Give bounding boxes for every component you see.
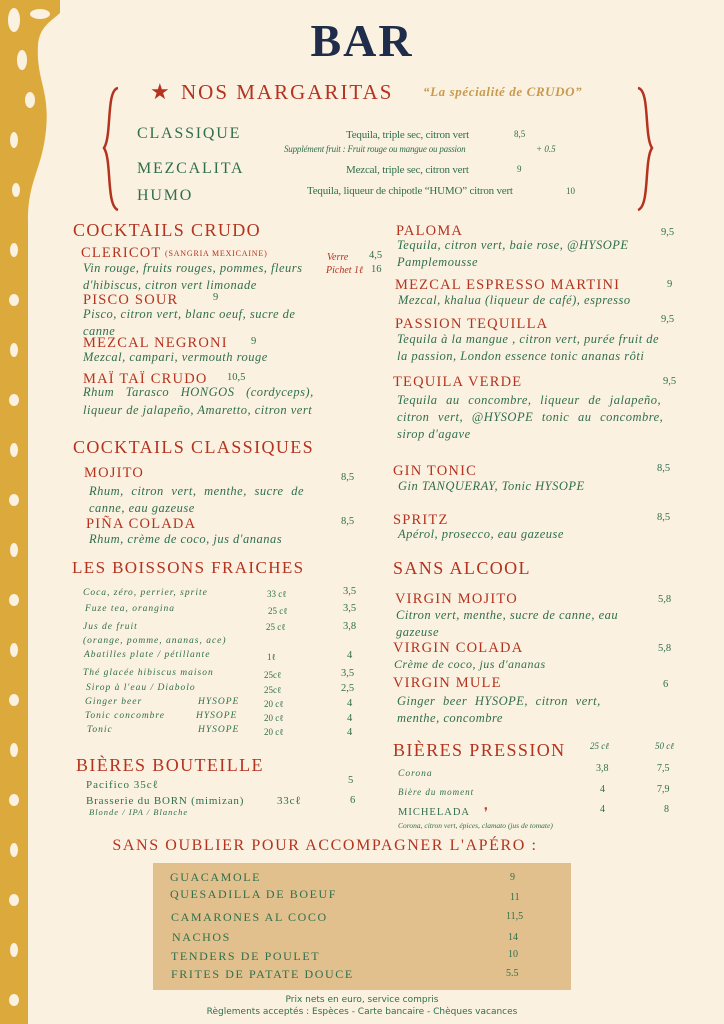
item-desc: Tequila au concombre, liqueur de jalapeño, bbox=[397, 393, 662, 407]
drink-volume: 33 cℓ bbox=[267, 589, 287, 599]
drink-price: 3,8 bbox=[343, 621, 357, 632]
item-price: 6 bbox=[663, 679, 669, 690]
margarita-name: MEZCALITA bbox=[137, 160, 245, 177]
drink-name: Jus de fruit bbox=[83, 622, 138, 632]
beer-name: MICHELADA bbox=[398, 807, 470, 818]
left-brace-icon bbox=[100, 86, 122, 212]
beer-subtitle: Corona, citron vert, épices, clamato (jus de tomate) bbox=[398, 821, 553, 830]
item-name: GIN TONIC bbox=[393, 463, 477, 479]
drink-volume: 20 cℓ bbox=[264, 727, 284, 737]
drink-name: Tonic concombre bbox=[85, 711, 165, 721]
classiques-heading: COCKTAILS CLASSIQUES bbox=[73, 437, 315, 457]
beer-price-50: 7,5 bbox=[657, 763, 670, 774]
drink-price: 3,5 bbox=[343, 586, 357, 597]
item-price: 8,5 bbox=[341, 472, 355, 483]
beer-name: Brasserie du BORN (mimizan) bbox=[86, 795, 245, 807]
item-desc: Mezcal, campari, vermouth rouge bbox=[83, 350, 268, 364]
decorative-border bbox=[0, 0, 60, 1024]
margarita-price: 10 bbox=[566, 186, 575, 196]
beer-volume: 33cℓ bbox=[277, 795, 302, 807]
pression-heading: BIÈRES PRESSION bbox=[393, 740, 566, 760]
beer-name: Bière du moment bbox=[398, 787, 475, 797]
beer-name: Pacifico 35cℓ bbox=[86, 779, 159, 791]
margaritas-heading: NOS MARGARITAS bbox=[181, 80, 394, 104]
footer-prices: Prix nets en euro, service compris bbox=[285, 995, 439, 1005]
supplement-text: Supplément fruit : Fruit rouge ou mangue ou passion bbox=[284, 144, 466, 154]
item-desc: Gin TANQUERAY, Tonic HYSOPE bbox=[398, 479, 585, 493]
item-desc: Tequila, citron vert, baie rose, @HYSOPE bbox=[397, 238, 629, 252]
fraiches-heading: LES BOISSONS FRAICHES bbox=[72, 558, 305, 577]
margarita-price: 9 bbox=[517, 164, 522, 174]
item-desc: Rhum, crème de coco, jus d'ananas bbox=[89, 532, 283, 546]
item-desc: Pisco, citron vert, blanc oeuf, sucre de bbox=[83, 307, 296, 321]
item-name: PALOMA bbox=[396, 223, 464, 239]
drink-price: 4 bbox=[347, 727, 353, 738]
margarita-desc: Mezcal, triple sec, citron vert bbox=[346, 164, 469, 176]
item-name: VIRGIN COLADA bbox=[393, 640, 524, 656]
beer-price: 6 bbox=[350, 795, 356, 806]
item-desc: Rhum Tarasco HONGOS (cordyceps), bbox=[83, 385, 314, 399]
item-desc: Rhum, citron vert, menthe, sucre de bbox=[89, 484, 304, 498]
item-price: 10,5 bbox=[227, 372, 246, 383]
item-desc: gazeuse bbox=[396, 625, 440, 639]
drink-name: Tonic bbox=[87, 725, 113, 735]
apero-heading: SANS OUBLIER POUR ACCOMPAGNER L'APÉRO : bbox=[112, 837, 538, 854]
item-desc: Apérol, prosecco, eau gazeuse bbox=[398, 527, 564, 541]
item-desc: canne bbox=[83, 324, 116, 338]
drink-price: 3,5 bbox=[341, 668, 355, 679]
item-name: MAÏ TAÏ CRUDO bbox=[83, 371, 208, 387]
margaritas-tagline: “La spécialité de CRUDO” bbox=[423, 84, 583, 99]
drink-price: 2,5 bbox=[341, 683, 355, 694]
item-desc: Ginger beer HYSOPE, citron vert, bbox=[397, 694, 601, 708]
drink-brand: HYSOPE bbox=[196, 711, 238, 721]
food-name: NACHOS bbox=[172, 930, 231, 944]
item-price: 8,5 bbox=[657, 512, 671, 523]
item-price: 9 bbox=[667, 279, 673, 290]
item-name: PIÑA COLADA bbox=[86, 516, 197, 532]
item-price: 9 bbox=[213, 292, 219, 303]
margarita-desc: Tequila, triple sec, citron vert bbox=[346, 129, 469, 141]
beer-name: Corona bbox=[398, 769, 433, 779]
item-name: SPRITZ bbox=[393, 512, 449, 528]
item-price: 9 bbox=[251, 336, 257, 347]
beer-price-25: 4 bbox=[600, 784, 605, 795]
food-name: GUACAMOLE bbox=[170, 870, 262, 884]
beer-price-25: 3,8 bbox=[596, 763, 609, 774]
margarita-name: HUMO bbox=[137, 187, 194, 204]
margarita-desc: Tequila, liqueur de chipotle “HUMO” citron vert bbox=[307, 185, 513, 197]
beer-price-50: 8 bbox=[664, 804, 669, 815]
item-desc: Citron vert, menthe, sucre de canne, eau bbox=[396, 608, 619, 622]
drink-brand: HYSOPE bbox=[198, 725, 240, 735]
drink-name: Coca, zéro, perrier, sprite bbox=[83, 588, 208, 598]
item-name: PISCO SOUR bbox=[83, 292, 179, 308]
item-desc: la passion, London essence tonic ananas rôti bbox=[397, 349, 645, 363]
item-name: CLERICOT bbox=[81, 245, 162, 261]
item-name: MEZCAL ESPRESSO MARTINI bbox=[395, 277, 621, 293]
drink-volume: 25 cℓ bbox=[266, 622, 286, 632]
drink-volume: 20 cℓ bbox=[264, 713, 284, 723]
star-icon: ★ bbox=[150, 79, 170, 104]
item-desc: sirop d'agave bbox=[397, 427, 471, 441]
footer-payment: Règlements acceptés : Espèces - Carte bancaire - Chèques vacances bbox=[206, 1007, 518, 1017]
drink-volume: 25 cℓ bbox=[268, 606, 288, 616]
item-name: VIRGIN MOJITO bbox=[395, 591, 518, 607]
pression-col-25: 25 cℓ bbox=[590, 741, 609, 751]
item-desc: d'hibiscus, citron vert limonade bbox=[83, 278, 257, 292]
bouteille-heading: BIÈRES BOUTEILLE bbox=[76, 755, 264, 775]
item-desc: citron vert, @HYSOPE tonic au concombre, bbox=[397, 410, 664, 424]
drink-price: 4 bbox=[347, 698, 353, 709]
item-desc: Vin rouge, fruits rouges, pommes, fleurs bbox=[83, 261, 303, 275]
item-price: 5,8 bbox=[658, 594, 672, 605]
item-desc: Pamplemousse bbox=[397, 255, 478, 269]
chili-pepper-icon: ❜ bbox=[484, 805, 488, 819]
item-price: 9,5 bbox=[661, 314, 675, 325]
beer-subtitle: Blonde / IPA / Blanche bbox=[89, 807, 189, 817]
item-price: 9,5 bbox=[661, 227, 675, 238]
item-desc: Tequila à la mangue , citron vert, purée fruit de bbox=[397, 332, 660, 346]
drink-name: Ginger beer bbox=[85, 697, 143, 707]
item-subtitle: (SANGRIA MEXICAINE) bbox=[165, 249, 268, 258]
drink-volume: 1ℓ bbox=[267, 652, 276, 662]
pression-col-50: 50 cℓ bbox=[655, 741, 674, 751]
pichet-label: Pichet 1ℓ bbox=[326, 265, 364, 276]
food-name: CAMARONES AL COCO bbox=[171, 910, 328, 924]
verre-label: Verre bbox=[327, 252, 349, 263]
drink-name: Abatilles plate / pétillante bbox=[84, 650, 211, 660]
food-price: 11,5 bbox=[506, 911, 524, 922]
drink-price: 4 bbox=[347, 650, 353, 661]
margarita-price: 8,5 bbox=[514, 129, 526, 139]
item-desc: canne, eau gazeuse bbox=[89, 501, 195, 515]
item-name: PASSION TEQUILLA bbox=[395, 316, 549, 332]
item-desc: Crème de coco, jus d'ananas bbox=[394, 657, 546, 671]
item-price: 9,5 bbox=[663, 376, 677, 387]
food-price: 5.5 bbox=[506, 968, 519, 979]
beer-price-50: 7,9 bbox=[657, 784, 670, 795]
item-name: MOJITO bbox=[84, 465, 145, 481]
right-brace-icon bbox=[634, 86, 656, 212]
food-price: 14 bbox=[508, 932, 518, 943]
food-name: FRITES DE PATATE DOUCE bbox=[171, 967, 354, 981]
item-name: VIRGIN MULE bbox=[393, 675, 502, 691]
beer-price-25: 4 bbox=[600, 804, 605, 815]
item-price: 8,5 bbox=[341, 516, 355, 527]
page-title: BAR bbox=[310, 15, 414, 66]
margarita-name: CLASSIQUE bbox=[137, 125, 242, 142]
item-name: MEZCAL NEGRONI bbox=[83, 335, 228, 351]
beer-price: 5 bbox=[348, 775, 354, 786]
verre-price: 4,5 bbox=[369, 250, 383, 261]
item-desc: Mezcal, khalua (liqueur de café), espresso bbox=[398, 293, 631, 307]
drink-subtitle: (orange, pomme, ananas, ace) bbox=[83, 636, 227, 646]
drink-name: Fuze tea, orangina bbox=[85, 604, 176, 614]
item-desc: liqueur de jalapeño, Amaretto, citron vert bbox=[83, 403, 313, 417]
food-price: 11 bbox=[510, 892, 520, 903]
drink-volume: 25cℓ bbox=[264, 685, 282, 695]
pichet-price: 16 bbox=[371, 264, 382, 275]
item-price: 8,5 bbox=[657, 463, 671, 474]
item-name: TEQUILA VERDE bbox=[393, 374, 523, 390]
food-name: TENDERS DE POULET bbox=[171, 949, 321, 963]
drink-price: 3,5 bbox=[343, 603, 357, 614]
drink-volume: 25cℓ bbox=[264, 670, 282, 680]
drink-name: Thé glacée hibiscus maison bbox=[83, 668, 214, 678]
supplement-price: + 0.5 bbox=[536, 144, 556, 154]
crudo-heading: COCKTAILS CRUDO bbox=[73, 220, 262, 240]
drink-name: Sirop à l'eau / Diabolo bbox=[86, 683, 196, 693]
drink-volume: 20 cℓ bbox=[264, 699, 284, 709]
food-name: QUESADILLA DE BOEUF bbox=[170, 887, 338, 901]
food-price: 9 bbox=[510, 872, 515, 883]
item-price: 5,8 bbox=[658, 643, 672, 654]
food-price: 10 bbox=[508, 949, 518, 960]
drink-price: 4 bbox=[347, 713, 353, 724]
sans-alcool-heading: SANS ALCOOL bbox=[393, 558, 531, 578]
drink-brand: HYSOPE bbox=[198, 697, 240, 707]
item-desc: menthe, concombre bbox=[397, 711, 503, 725]
